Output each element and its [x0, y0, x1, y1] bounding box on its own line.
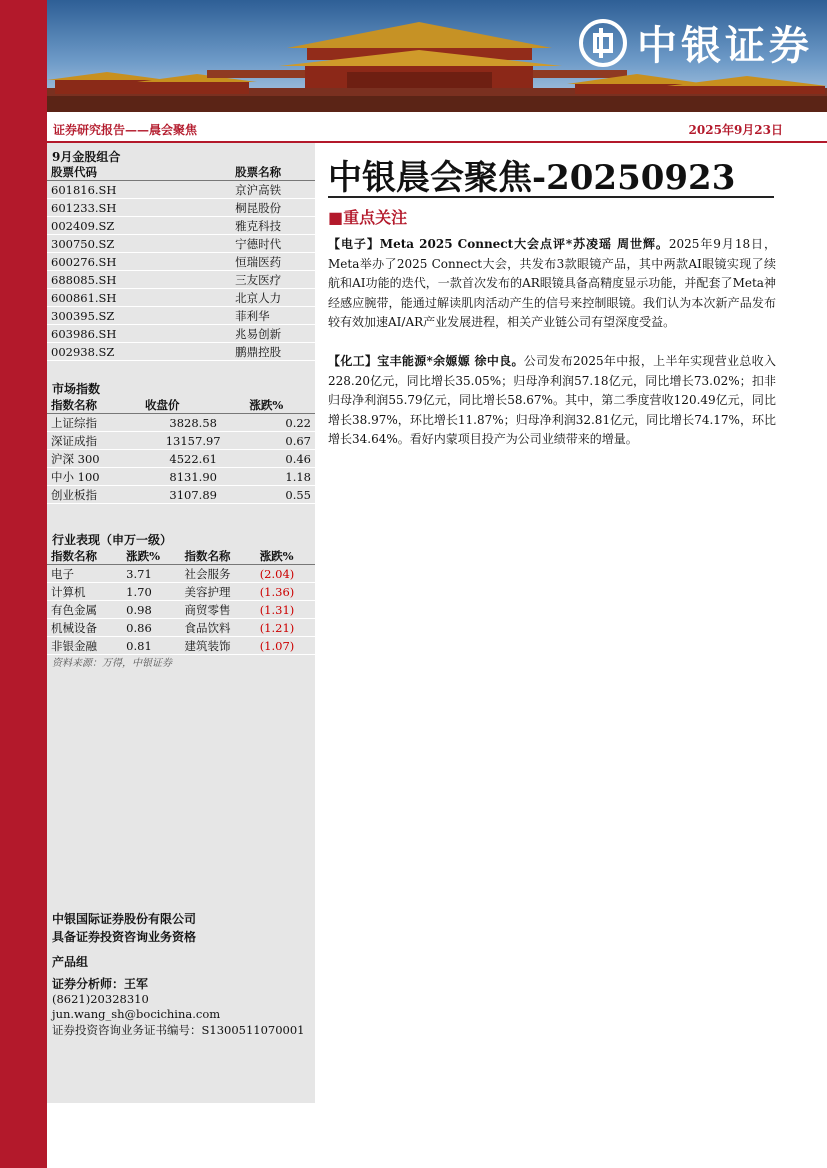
- table-row: [47, 343, 315, 361]
- close-price: 3107.89: [141, 486, 245, 504]
- stock-code: 601233.SH: [47, 199, 135, 217]
- col-stock-name: 股票名称: [135, 164, 315, 181]
- industry-change-negative: (1.31): [256, 601, 315, 619]
- col-ind-name-2: 指数名称: [181, 548, 256, 565]
- stock-code: 300750.SZ: [47, 235, 135, 253]
- change-pct: 1.18: [245, 468, 315, 486]
- table-row: [47, 565, 315, 583]
- analyst-phone: (8621)20328310: [52, 992, 149, 1006]
- industry-title: 行业表现（申万一级）: [52, 533, 173, 547]
- change-pct: 0.67: [245, 432, 315, 450]
- change-pct: 0.46: [245, 450, 315, 468]
- col-close: 收盘价: [141, 397, 245, 414]
- bank-logo-icon: [579, 19, 627, 67]
- stock-code: 002938.SZ: [47, 343, 135, 361]
- industry-name: 机械设备: [47, 619, 122, 637]
- industry-change: 3.71: [122, 565, 180, 583]
- table-row: [47, 601, 315, 619]
- portfolio-title: 9月金股组合: [52, 150, 121, 164]
- change-pct: 0.55: [245, 486, 315, 504]
- stock-name: 恒瑞医药: [135, 253, 315, 271]
- article-body: 2025年9月18日，Meta举办了2025 Connect大会，共发布3款眼镜产品，其中两款AI眼镜实现了续航和AI功能的迭代，一款首次发布的AR眼镜具备高精度显示功能，并配套了Meta神经感应腕带，能通过解读肌肉活动产生的信号来控制眼镜。我们认为本次新产品发布较有效加速AI/AR产业发展进程，相关产业链公司有望深度受益。: [328, 237, 776, 329]
- table-row: [47, 307, 315, 325]
- index-name: 中小 100: [47, 468, 141, 486]
- stock-name: 菲利华: [135, 307, 315, 325]
- left-brand-bar: [0, 0, 47, 1168]
- stock-name: 兆易创新: [135, 325, 315, 343]
- stock-code: 601816.SH: [47, 181, 135, 199]
- index-name: 深证成指: [47, 432, 141, 450]
- table-row: [47, 217, 315, 235]
- brand-logo-text: 中银证券: [637, 22, 813, 69]
- industry-table: [47, 548, 315, 655]
- close-price: 13157.97: [141, 432, 245, 450]
- market-header-row: [47, 397, 315, 414]
- company-name: 中银国际证券股份有限公司: [52, 912, 197, 926]
- market-title: 市场指数: [52, 382, 101, 396]
- table-row: [47, 486, 315, 504]
- stock-name: 宁德时代: [135, 235, 315, 253]
- sidebar: [47, 143, 315, 1103]
- source-note: 资料来源：万得，中银证券: [52, 658, 172, 669]
- stock-code: 603986.SH: [47, 325, 135, 343]
- col-ind-chg-1: 涨跌%: [122, 548, 180, 565]
- table-row: [47, 637, 315, 655]
- report-type: 证券研究报告——晨会聚焦: [53, 123, 198, 137]
- table-row: [47, 450, 315, 468]
- stock-name: 北京人力: [135, 289, 315, 307]
- analyst-email[interactable]: jun.wang_sh@bocichina.com: [52, 1007, 221, 1021]
- col-change: 涨跌%: [245, 397, 315, 414]
- industry-name: 社会服务: [181, 565, 256, 583]
- stock-name: 鹏鼎控股: [135, 343, 315, 361]
- industry-change: 1.70: [122, 583, 180, 601]
- industry-name: 食品饮料: [181, 619, 256, 637]
- stock-name: 三友医疗: [135, 271, 315, 289]
- industry-change: 0.86: [122, 619, 180, 637]
- industry-name: 非银金融: [47, 637, 122, 655]
- table-row: [47, 235, 315, 253]
- industry-header-row: [47, 548, 315, 565]
- close-price: 3828.58: [141, 414, 245, 432]
- col-stock-code: 股票代码: [47, 164, 135, 181]
- stock-code: 600276.SH: [47, 253, 135, 271]
- industry-change-negative: (2.04): [256, 565, 315, 583]
- table-row: [47, 271, 315, 289]
- table-row: [47, 289, 315, 307]
- industry-name: 美容护理: [181, 583, 256, 601]
- focus-heading: ■重点关注: [328, 208, 408, 227]
- industry-name: 电子: [47, 565, 122, 583]
- stock-code: 300395.SZ: [47, 307, 135, 325]
- change-pct: 0.22: [245, 414, 315, 432]
- industry-name: 商贸零售: [181, 601, 256, 619]
- market-table: [47, 397, 315, 504]
- stock-code: 688085.SH: [47, 271, 135, 289]
- article-chemicals: [328, 352, 776, 450]
- table-row: [47, 414, 315, 432]
- analyst-cert: 证券投资咨询业务证书编号：S1300511070001: [52, 1023, 305, 1037]
- analyst-name: 证券分析师：王军: [52, 977, 149, 991]
- index-name: 上证综指: [47, 414, 141, 432]
- close-price: 4522.61: [141, 450, 245, 468]
- table-row: [47, 583, 315, 601]
- stock-name: 京沪高铁: [135, 181, 315, 199]
- company-qualification: 具备证券投资咨询业务资格: [52, 930, 197, 944]
- index-name: 创业板指: [47, 486, 141, 504]
- stock-code: 002409.SZ: [47, 217, 135, 235]
- col-ind-chg-2: 涨跌%: [256, 548, 315, 565]
- industry-name: 有色金属: [47, 601, 122, 619]
- table-row: [47, 253, 315, 271]
- industry-change: 0.98: [122, 601, 180, 619]
- industry-change: 0.81: [122, 637, 180, 655]
- report-subheader: [47, 117, 827, 143]
- portfolio-header-row: [47, 164, 315, 181]
- table-row: [47, 432, 315, 450]
- table-row: [47, 619, 315, 637]
- brand-logo: [579, 14, 813, 71]
- portfolio-table: [47, 164, 315, 361]
- industry-name: 计算机: [47, 583, 122, 601]
- article-lead: 【化工】宝丰能源*余嫄嫄 徐中良。: [328, 354, 524, 368]
- stock-code: 600861.SH: [47, 289, 135, 307]
- team-group: 产品组: [52, 955, 89, 969]
- col-index-name: 指数名称: [47, 397, 141, 414]
- page-title: 中银晨会聚焦-20250923: [328, 158, 736, 198]
- article-electronics: [328, 235, 776, 333]
- article-lead: 【电子】Meta 2025 Connect大会点评*苏凌瑶 周世辉。: [328, 237, 669, 251]
- industry-change-negative: (1.21): [256, 619, 315, 637]
- stock-name: 雅克科技: [135, 217, 315, 235]
- article-body: 公司发布2025年中报，上半年实现营业总收入228.20亿元，同比增长35.05%；归母净利润57.18亿元，同比增长73.02%；扣非归母净利润55.79亿元，同比增长58.67%。其中，第二季度营收120.49亿元，同比增长38.97%，环比增长11.87%；归母净利润32.81亿元，同比增长74.17%，环比增长34.64%。看好内蒙项目投产为公司业绩带来的增量。: [328, 354, 776, 446]
- index-name: 沪深 300: [47, 450, 141, 468]
- table-row: [47, 325, 315, 343]
- title-divider: [328, 196, 774, 198]
- table-row: [47, 468, 315, 486]
- close-price: 8131.90: [141, 468, 245, 486]
- industry-name: 建筑装饰: [181, 637, 256, 655]
- table-row: [47, 181, 315, 199]
- industry-change-negative: (1.36): [256, 583, 315, 601]
- header-banner: [47, 0, 827, 112]
- report-date: 2025年9月23日: [688, 123, 783, 137]
- stock-name: 桐昆股份: [135, 199, 315, 217]
- table-row: [47, 199, 315, 217]
- industry-change-negative: (1.07): [256, 637, 315, 655]
- col-ind-name-1: 指数名称: [47, 548, 122, 565]
